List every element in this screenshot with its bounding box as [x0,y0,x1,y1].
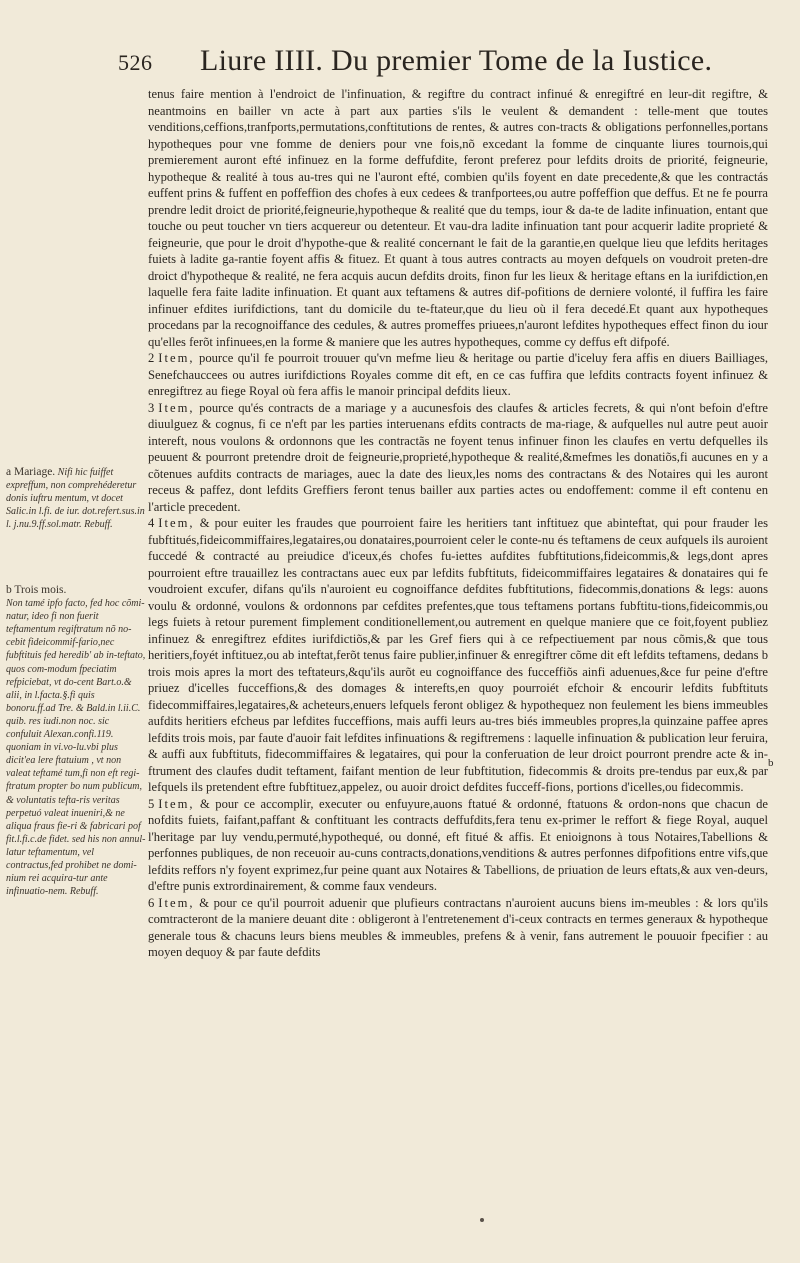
item-number: 4 [148,516,155,530]
item-number: 6 [148,895,155,910]
margin-note-b-label: b Trois mois. [6,584,67,596]
margin-note-a-label: a Mariage. [6,466,56,478]
item-text: & pour euiter les fraudes que pourroient faire les heritiers tant inftituez que abinteftat, qui pour frauder les fubftitués,fideicommiffaires,legataires,ou donataires,pourroient celer le conte-nu és teftamens de ceux aufquels ils auroient fuccedé & contracté au preiudice d'iceux,és chofes fu-iettes aufdites fubftitutions,fideicommis,& legs,dont apres pourroient eftre trauaillez les contractans auec eux par lefdits fubftituts, fideicommiffaires legataires & donataires qui fe voudroient excufer, difans qu'ils n'auroient eu cognoiffance defdites fubftitutions, fidecommis,donations & legs: auons voulu & ordonné, voulons & ordonnons par cefdites prefentes,que tous teftamens portans fubftitu-tions,fideicommis,ou legs fuiets à retour purement fimplement conditionellement,ou autrement en quelque maniere que ce foit,foyent publiez infinuez & enregiftrez efdites iurifdictiõs,& par les Gref fiers qui à ce refpectiuement par nous cõmis,& que tous heritiers,foyét inftituez,ou ab inteftat,ferõt tenus faire publier,infinuer & enregiftrer cõme dit eft lefdits teftamens, dedans b trois mois apres la mort des teftateurs,&qu'ils aurõt eu cognoiffance des fucceffiõs ainfi aduenues,&ce fur peine d'eftre priuez d'icelles fucceffions,& des domages & interefts,en quoy pourroiét efchoir & encourir lefdits fubftituts fidecommiffaires,legataires,& acheteurs,enuers lefquels feront obligez & hypothequez non feulement les biens immeubles aufdits heritiers efcheus par lefdites fucceffions, mais auffi leurs au-tres biés immeubles propres,la quinzaine paffee apres lefdits trois mois, par faute d'auoir fait lefdites infinuations & regiftremens : laquelle infinuation & publication leur feruira, & auffi aux fubftituts, fidecommiffaires & legataires, qui pour la conferuation de leur droict pourront prendre acte & in-ftrument des claufes dudit teftament, faifant mention de leur fubftitution, fidecommis & droits pre-tendus par eux,& par lefquels ils pretendent eftre fubftituez,appelez, ou auoir droict defdites fucceff-fions, portions d'icelles,ou fidecommis. [148,516,768,794]
paragraph-5 [148,796,768,895]
paragraph-3 [148,400,768,516]
paragraph-1: tenus faire mention à l'endroict de l'infinuation, & regiftre du contract infinué & enregiftré en leur-dit regiftre, & neantmoins en bailler vn acte à part aux parties s'ils le veulent & demandent : telle-ment que toutes venditions,ceffions,tranfports,permutations,conftitutions de rentes, & autres con-tracts & obligations perfonnelles,portans hypotheques pour vne fomme de deniers pour vne fois,nõ excedant la fomme de cinquante liures tournois,qui premierement auront efté infinuez en la forme deffufdite, feront preferez pour lefdits droits de priorité, feigneurie, hypotheque & realité à tous au-tres qui ne l'auront efté, combien qu'ils foyent en date precedente,& que les contractás euffent prins & fuffent en poffeffion des chofes à eux cedees & tranfportees,ou autre poffeffion que deffus. Et ne fe pourra prendre ledit droict de priorité,feigneurie,hypotheque & realité que du temps, iour & da-te de ladite infinuation, entant que touche ou peut toucher vn tiers acquereur ou detenteur. Et vau-dra ladite infinuation tant pour acquerir ladite proprieté & feigneurie, que pour le droit d'hypothe-que & realité concernant le fait de la garantie,en quelque lieu que lefdits heritages fuiets à ladite ga-rantie foyent affis & fituez. Et quant à tous autres contracts au moyen defquels on voudroit preten-dre droict d'hypotheque & realité, ne fera acquis aucun defdits droits, finon fur les lieux & heritage eftans en la iurifdiction,en laquelle fera faite ladite infinuation. Et quant aux teftamens & autres dif-pofitions de derniere volonté, il fuffira les faire infinuer efdites iurifdictions, tant du domicile du te-ftateur,que du lieu où il fera decedé.Et quant aux hypotheques procedans par la recognoiffance des cedules, & autres promeffes priuees,n'auront lefdites hypotheques effect finon du iour qu'elles ferõt infinuees,en la forme & maniere que les autres hypotheques, comme cy deffus eft difpofé. [148,87,768,349]
margin-note-a [6,466,146,531]
item-text: & pour ce accomplir, executer ou enfuyure,auons ftatué & ordonné, ftatuons & ordon-nons que chacun de nofdits fuiets, faifant,paffant & conftituant les contracts deffufdits,fera tenu ex-primer le reffort & fiege Royal, auquel l'heritage par luy vendu,permuté,hypothequé, ou donné, eft fitué & affis. Et enioignons à tous Notaires,Tabellions & perfonnes publiques, de non receuoir au-cuns contracts,donations,venditions & autres perfonnes difpofitions entre vifs,que lefdits reffors n'y foyent exprimez,fur peine quant aux Notaires & Tabellions, de priuation de leurs eftats,& aux ven-deurs, d'eftre punis extrordinairement, & comme faux vendeurs. [148,796,768,893]
item-word: Item, [158,351,195,365]
ink-dot [480,1218,484,1222]
item-word: Item, [158,895,195,910]
item-number: 5 [148,796,155,811]
item-word: Item, [158,400,195,415]
running-title: Liure IIII. Du premier Tome de la Iustice. [200,44,713,77]
item-word: Item, [158,516,195,530]
paragraph-2 [148,350,768,400]
item-word: Item, [158,796,195,811]
item-text: & pour ce qu'il pourroit aduenir que plufieurs contractans n'auroient aucuns biens im-meubles : & lors qu'ils comtracteront de la maniere deuant dite : obligeront à l'entretenement d'i-ceux contracts en termes generaux & hypotheque generale tous & chacuns leurs biens meubles & immeubles, prefens & à venir, fans autrement le pouuoir fpecifier : au moyen dequoy & par faute defdits [148,895,768,959]
item-number: 2 [148,351,155,365]
margin-ref-b: b [768,757,774,769]
paragraph-4 [148,515,768,796]
main-text [148,86,768,961]
item-text: pource qu'il fe pourroit trouuer qu'vn mefme lieu & heritage ou partie d'iceluy fera affis en diuers Bailliages, Senefchauccees ou autres iurifdictions Royales comme dit eft, en ce cas fuffira que lefdits contracts foyent infinuez & enregiftrez au fiege Royal où fera affis le manoir principal defdits lieux. [148,351,768,398]
paragraph-6 [148,895,768,961]
item-number: 3 [148,400,155,415]
margin-note-b [6,584,146,898]
margin-note-b-text: Non tamé ipfo facto, fed hoc cõmi-natur, ideo fi non fuerit teftamentum regiftratum nõ no-cebit fideicommif-fario,nec fubftituis fed heredib' ab in-teftato, quos com-modum fpeciatim refpiciebat, vt do-cent Bart.o.& alii, in l.facta.§.fi quis bonoru.ff.ad Tre. & Bald.in l.ii.C. quib. res iudi.non noc. sic confuluit Alexan.confi.119. quoniam in vi.vo-lu.vbi plus dicit'ea lere ftatuium , vt non valeat teftamé tum,fi non eft regi-ftratum propter bo num publicum, & voluntatis tefta-ris veritas perpetuó valeat inueniri,& ne aliqua fraus fie-ri & fabricari pof fit.l.fi.c.de fidet. sed his non annul-latur teftamentum, vel contractus,fed prohibet ne domi-nium rei acquira-tur ante infinuatio-nem. Rebuff. [6,598,146,898]
margin-note-a-text: Nifi hic fuiffet expreffum, non comprehéderetur donis iuftru mentum, vt docet Salic.in l.fi. de iur. dot.refert.sus.in l. j.nu.9.ff.sol.matr. Rebuff. [6,467,145,531]
item-text: pource qu'és contracts de a mariage y a aucunesfois des claufes & articles fecrets, & qui n'ont befoin d'eftre diuulguez & cognus, fi ce n'eft par les parties interuenans efdits contracts de ma-riage, & aufquelles nul autre peut auoir intereft, nous voulons & ordonnons que les contractãs ne foyent tenus infinuer finon les claufes en vertu defquelles ils peuuent & pourront pretendre droit de feigneurie,proprieté,hypotheque & realité,&mefmes les donatiõs,fi aucunes en y a cõtenues aufdits contracts de mariages, auec la date des lieux,les noms des contractans & des Notaires qui les auront receus & paffez, dont lefdits Greffiers feront tenus bailler aux parties actes ou endoffement: comme il eft contenu en l'article precedent. [148,400,768,514]
page-number: 526 [118,50,153,75]
